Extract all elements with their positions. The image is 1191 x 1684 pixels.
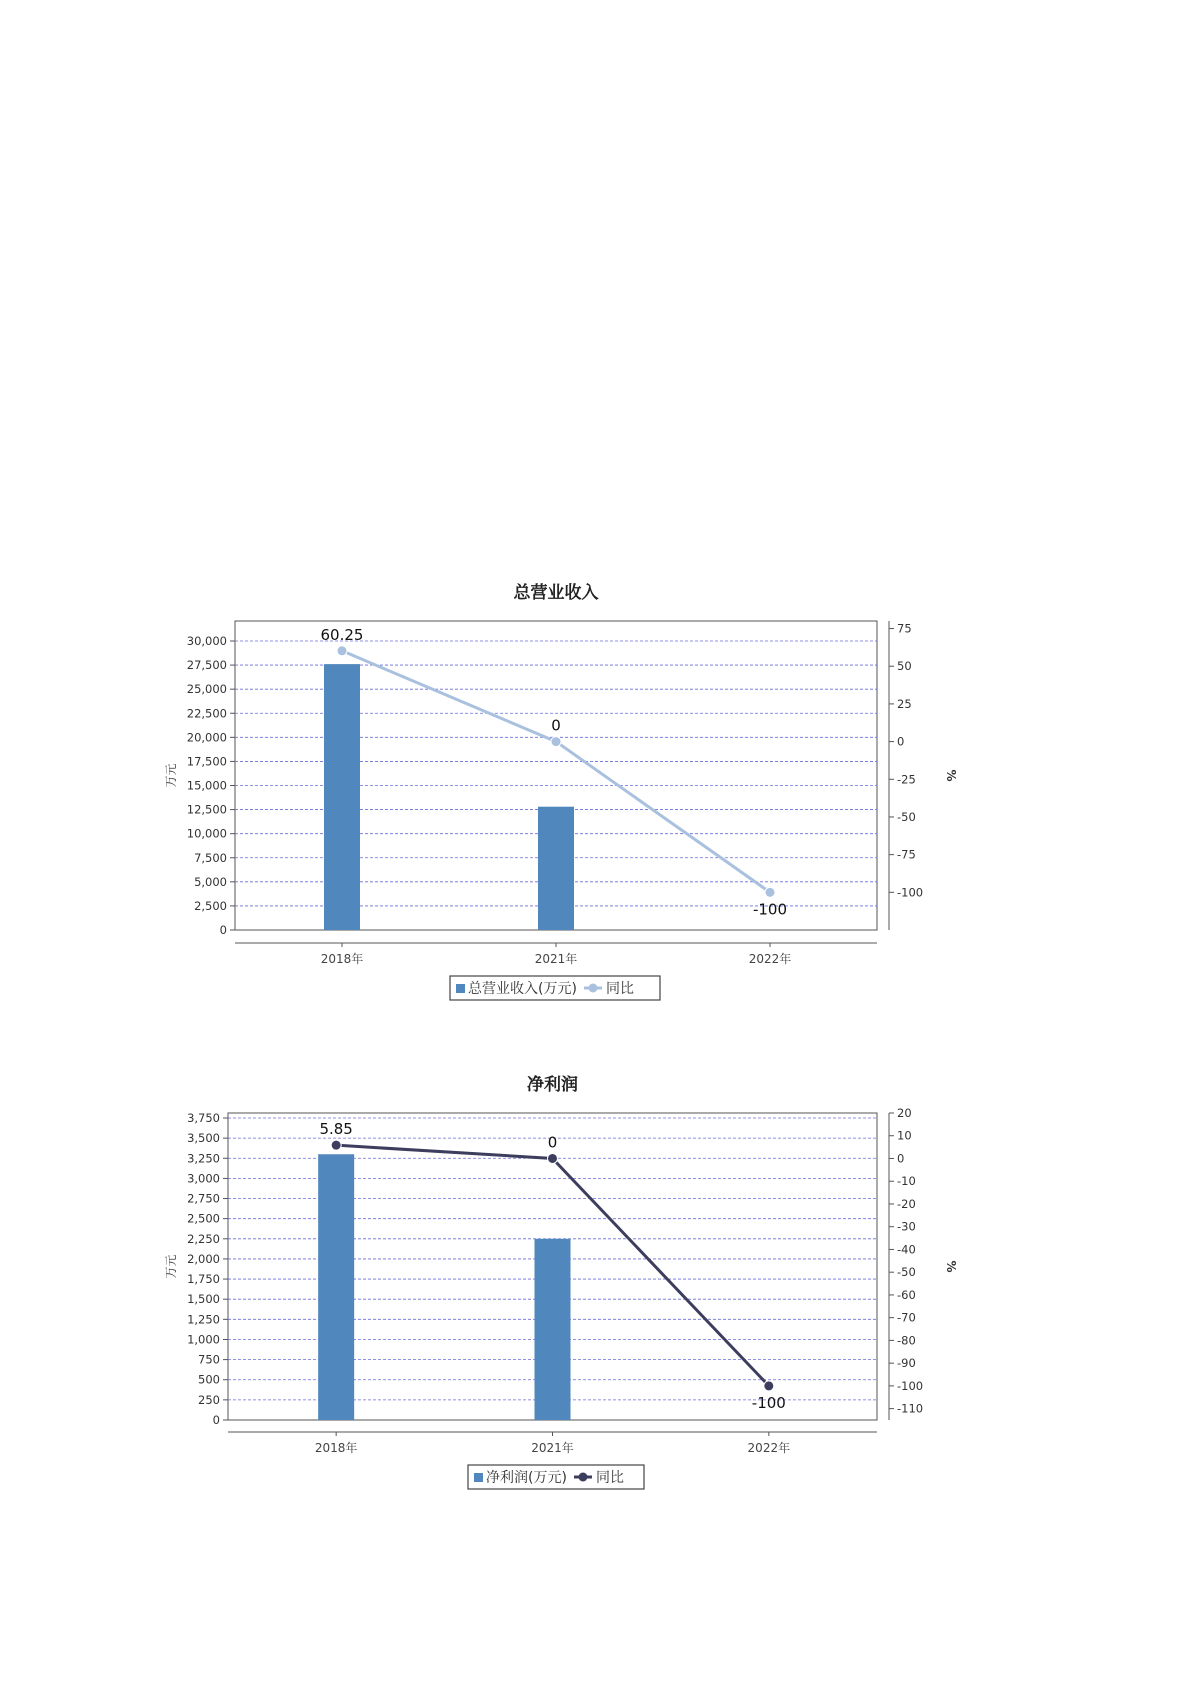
data-label: 5.85 (319, 1120, 353, 1139)
y-tick-label: 1,750 (187, 1272, 220, 1287)
y-tick-label: 12,500 (186, 802, 227, 817)
bar (535, 1239, 571, 1420)
y2-tick-label: -100 (897, 1378, 924, 1393)
y2-tick-label: -100 (897, 885, 924, 900)
y-tick-label: 10,000 (186, 826, 227, 841)
y-tick-label: 2,000 (187, 1251, 220, 1266)
legend-line-label: 同比 (606, 981, 634, 997)
legend-bar-label: 总营业收入(万元) (468, 981, 577, 997)
line-point (548, 1153, 558, 1163)
net-profit-chart-svg (150, 1075, 1050, 1535)
net-profit-chart (150, 1075, 1050, 1539)
y-tick-label: 2,750 (187, 1191, 220, 1206)
bar (538, 807, 574, 930)
line-point (551, 737, 561, 747)
legend-bar-swatch (474, 1473, 483, 1482)
chart-title: 净利润 (527, 1075, 578, 1095)
y-tick-label: 2,500 (187, 1211, 220, 1226)
y-tick-label: 2,250 (187, 1231, 220, 1246)
legend-line-dot (579, 1473, 588, 1482)
y-tick-label: 17,500 (186, 754, 227, 769)
y-tick-label: 30,000 (186, 634, 227, 648)
line-point (337, 646, 347, 656)
y-tick-label: 3,750 (187, 1111, 220, 1125)
legend-bar-label: 净利润(万元) (486, 1470, 567, 1486)
y2-tick-label: 10 (897, 1128, 912, 1143)
y2-tick-label: -25 (897, 772, 916, 787)
y-axis-title: 万元 (164, 763, 178, 788)
line-point (765, 887, 775, 897)
y-tick-label: 0 (219, 923, 227, 937)
legend-line-dot (589, 984, 598, 993)
x-tick-label: 2022年 (748, 952, 792, 966)
y2-tick-label: -50 (897, 809, 916, 824)
y2-tick-label: -50 (897, 1265, 916, 1280)
y2-tick-label: -30 (897, 1219, 916, 1234)
y-tick-label: 7,500 (194, 850, 227, 865)
y2-tick-label: 0 (897, 734, 905, 749)
y-tick-label: 5,000 (194, 874, 227, 889)
y-tick-label: 15,000 (186, 778, 227, 793)
line-point (331, 1140, 341, 1150)
data-label: -100 (751, 1393, 786, 1412)
y-tick-label: 20,000 (186, 730, 227, 745)
y-tick-label: 22,500 (186, 706, 227, 721)
y-tick-label: 1,000 (187, 1332, 220, 1347)
revenue-chart (150, 578, 1050, 1032)
y2-tick-label: -80 (897, 1333, 916, 1348)
y2-tick-label: -110 (897, 1401, 924, 1416)
y-tick-label: 25,000 (186, 682, 227, 697)
y2-tick-label: 0 (897, 1151, 905, 1166)
y2-tick-label: -90 (897, 1356, 916, 1371)
y2-tick-label: -10 (897, 1174, 916, 1189)
legend (468, 1465, 644, 1489)
y-tick-label: 3,500 (187, 1131, 220, 1146)
y-tick-label: 250 (198, 1392, 220, 1407)
y2-axis-title: % (944, 1260, 958, 1273)
chart-title: 总营业收入 (513, 583, 599, 603)
x-tick-label: 2022年 (747, 1441, 791, 1455)
x-tick-label: 2018年 (320, 952, 364, 966)
y-tick-label: 1,250 (187, 1312, 220, 1327)
y2-tick-label: 50 (897, 659, 912, 674)
bar (324, 664, 360, 930)
x-tick-label: 2018年 (314, 1441, 358, 1455)
legend (450, 976, 660, 1000)
data-label: 60.25 (320, 625, 364, 644)
y-axis-title: 万元 (164, 1254, 178, 1279)
legend-bar-swatch (456, 984, 465, 993)
y2-tick-label: -75 (897, 847, 916, 862)
data-label: 0 (551, 716, 561, 735)
y2-tick-label: -60 (897, 1287, 916, 1302)
y-tick-label: 500 (198, 1372, 220, 1387)
y2-tick-label: -70 (897, 1310, 916, 1325)
bar (318, 1154, 354, 1420)
y-tick-label: 0 (212, 1413, 220, 1427)
y-tick-label: 3,000 (187, 1171, 220, 1186)
y-tick-label: 3,250 (187, 1151, 220, 1166)
y-tick-label: 2,500 (194, 898, 227, 913)
y-tick-label: 750 (198, 1352, 220, 1367)
y2-tick-label: -20 (897, 1196, 916, 1211)
revenue-chart-svg (150, 578, 1050, 1028)
y-tick-label: 1,500 (187, 1292, 220, 1307)
y2-tick-label: 20 (897, 1106, 912, 1120)
y2-tick-label: 25 (897, 696, 912, 711)
data-label: -100 (752, 900, 788, 919)
y2-tick-label: 75 (897, 621, 912, 636)
x-tick-label: 2021年 (534, 952, 578, 966)
y2-tick-label: -40 (897, 1242, 916, 1257)
data-label: 0 (547, 1133, 558, 1152)
x-tick-label: 2021年 (531, 1441, 574, 1455)
y2-axis-title: % (944, 769, 958, 782)
line-point (764, 1381, 774, 1391)
legend-line-label: 同比 (596, 1470, 624, 1486)
y-tick-label: 27,500 (186, 658, 227, 673)
